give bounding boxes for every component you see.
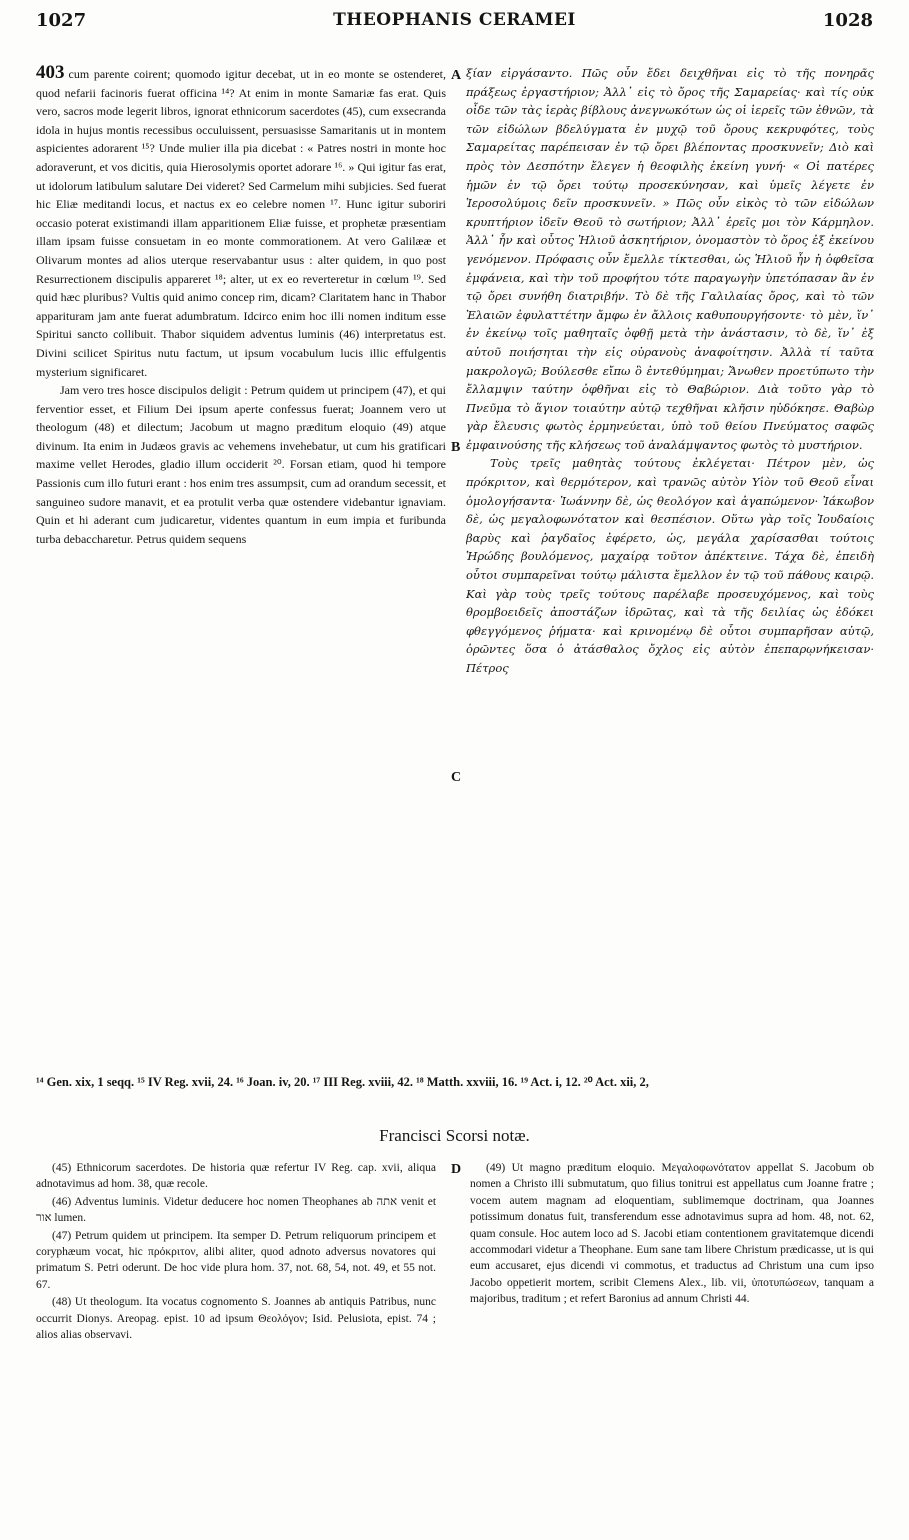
margin-marker-d: D	[451, 1162, 462, 1177]
latin-paragraph-1: cum parente coirent; quomodo igitur decebat, ut in eo monte se ostenderet, quod nefarii facinoris fuerat officina ¹⁴? At enim in monte Samariæ fas erat. Quis vero, sacros mode legerit libros, ignorat ethnicorum sacerdotes (45), cum exsecranda idola in hujus montis recessibus occuluissent, persuasisse Samaritanis ut in montem aspicientes adorarent ¹⁵? Unde mulier illa pia dicebat : « Patres nostri in monte hoc adoraverunt, et vos dicitis, quia Hierosolymis oportet adorare ¹⁶. » Qui igitur fas erat, ut idolorum latibulum salutare Dei videret? Sed Carmelum mihi subjicies. Sed fuerat hic Eliæ meditandi locus, et nactus ex eo celebre nomen ¹⁷. Hunc igitur suboriri occasio poterat existimandi illam apparitionem Eliæ fuisse, et prophetæ præsentiam illam ipsam fuisse consuetam in eo monte commorationem. At vero Galilææ et Olivarum montes ad alios uterque reservabantur usus : alter quidem, in quo post Resurrectionem discipulis appareret ¹⁸; alter, ut ex eo reverteretur in cœlum ¹⁹. Sed quid hæc pluribus? Vultis quid animo concep rim, dicam? Claritatem hanc in Thabor apparituram jam ante fuerat adumbratum. Idcirco enim hoc illi nomen inditum esse Spiritui sancto collibuit. Thabor siquidem adventus luminis (46) interpretatus est. Divini scilicet Spiritus nutu factum, ut ipsum vocabulum lucis illic effulgentis mysterium significaret.	[36, 67, 446, 379]
notes-title: Francisci Scorsi notæ.	[379, 1126, 530, 1145]
margin-marker-a: A	[451, 68, 462, 83]
column-number: 403	[36, 64, 65, 83]
greek-column	[466, 64, 874, 678]
greek-paragraph-1: ξίαν εἰργάσαντο. Πῶς οὖν ἔδει δειχθῆναι εἰς τὸ τῆς πονηρᾶς πράξεως ἐργαστήριον; Ἀλλ᾿ εἰς τὸ ὄρος τῆς Σαμαρείας· καὶ τίς οὐκ οἶδε τῶν τὰς ἱερὰς βίβλους ἀνεγνωκότων ὡς οἱ ἱερεῖς τῶν ἐθνῶν, τὰ τῶν εἰδώλων βδελύγματα ἐν μυχῷ τοῦ ὄρους κεκρυφότες, τοὺς Σαμαρείτας παρέπεισαν ἐν τῷ ὄρει βλέποντας προσκυνεῖν; Διὸ καὶ πρὸς τὸν Δεσπότην ἔλεγεν ἡ θεοφιλὴς ἐκείνη γυνή· « Οἱ πατέρες ἡμῶν ἐν τῷ ὄρει τούτῳ προσεκύνησαν, καὶ ὑμεῖς λέγετε ἐν Ἱεροσολύμοις δεῖν προσκυνεῖν. » Πῶς οὖν εἰκὸς τὸ τῶν εἰδώλων κρυπτήριον ἰδεῖν Θεοῦ τὸ σωτήριον; Ἀλλ᾿ ἐρεῖς μοι τὸν Κάρμηλον. Ἀλλ᾿ ἦν καὶ οὗτος Ἡλιοῦ ἀσκητήριον, ὀνομαστὸν τὸ ὄρος ἐξ ἐκείνου γενόμενον. Πρόφασις οὖν ἔμελλε τίκτεσθαι, ὡς Ἡλιοῦ ἦν ἡ ὀφθεῖσα ἐμφάνεια, καὶ τὴν τοῦ προφήτου τότε παραγωγὴν ὑπετόπασαν ἂν ἐν τῷ ὄρει συνήθη διατριβήν. Τὸ δὲ τῆς Γαλιλαίας ὄρος, καὶ τὸ τῶν Ἐλαιῶν ἐφυλαττέτην ἄμφω ἐν ἄλλοις καθυπουργήσοντε· τὸ μὲν, ἵν᾿ ἐν ἐκείνῳ τοῖς μαθηταῖς ὀφθῇ μετὰ τὴν ἀνάστασιν, τὸ δὲ, ἵν᾿ ἐξ αὐτοῦ ποιήσηται τὴν εἰς οὐρανοὺς ἀναφοίτησιν. Ἀλλὰ τί ταῦτα μακρολογῶ; Βούλεσθε εἴπω ὃ ἐντεθύμημαι; Ἄνωθεν προετύπωτο τὴν ἔλλαμψιν ταύτην ὀφθῆναι εἰς τὸ Θαβώριον. Διὰ τοῦτο γὰρ τὸ Πνεῦμα τὸ ἅγιον τοιαύτην αὐτῷ τεχθῆναι κλῆσιν ηὐδόκησε. Θαβὼρ γὰρ ἔλευσις φωτὸς ἑρμηνεύεται, ὑπὸ τοῦ θείου Πνεύματος σαφῶς ἐμφαινούσης τῆς κλήσεως τοῦ ἀναλάμψαντος φωτὸς τὸ μυστήριον.	[466, 66, 874, 452]
note-45: (45) Ethnicorum sacerdotes. De historia quæ refertur IV Reg. cap. xvii, aliqua adnotavimus ad hom. 38, quæ recole.	[36, 1162, 436, 1191]
latin-paragraph-2: Jam vero tres hosce discipulos deligit : Petrum quidem ut principem (47), et qui ferventior esset, et Filium Dei ipsum aperte confessus fuerat; Joannem vero ut theologum (48) et dilectum; Jacobum ut magno præditum eloquio (49) atque divinum. Ita enim in Judæos gravis ac vehemens invehebatur, ut cum his gratificari maxime vellet Herodes, gladio illum occiderit ²⁰. Forsan etiam, quod hi tempore Passionis cum illo futuri erant : hos enim tres assumpsit, cum ad orandum secessit, et sanguineo sudore manavit, et ea protulit verba quæ ostendere videbantur ignaviam. Quin et hi aderant cum judicaretur, videntes quantum in eum impia et furibunda turba debaccharetur. Petrus quidem sequens	[36, 383, 446, 546]
running-title: THEOPHANIS CERAMEI	[333, 10, 576, 30]
page-header	[36, 10, 873, 50]
margin-marker-c: C	[451, 770, 462, 785]
notes-left-column	[36, 1160, 436, 1344]
note-48: (48) Ut theologum. Ita vocatus cognomento S. Joannes ab antiquis Patribus, nunc occurrit Dionys. Areopag. epist. 10 ad ipsum Θεολόγον; Isid. Pelusiota, epist. 74 ; alios alias observavi.	[36, 1296, 436, 1342]
notes-right-column	[470, 1160, 874, 1309]
footnote-references: ¹⁴ Gen. xix, 1 seqq. ¹⁵ IV Reg. xvii, 24. ¹⁶ Joan. iv, 20. ¹⁷ III Reg. xviii, 42. ¹⁸ Matth. xxviii, 16. ¹⁹ Act. i, 12. ²⁰ Act. xii, 2,	[36, 1075, 649, 1089]
note-46: (46) Adventus luminis. Videtur deducere hoc nomen Theophanes ab אתה venit et אור lumen.	[36, 1195, 436, 1225]
margin-marker-b: B	[451, 440, 461, 455]
page-number-left: 1027	[36, 10, 87, 31]
page-number-right: 1028	[822, 10, 873, 31]
greek-paragraph-2: Τοὺς τρεῖς μαθητὰς τούτους ἐκλέγεται· Πέτρον μὲν, ὡς πρόκριτον, καὶ θερμότερον, καὶ τρανῶς αὐτὸν Υἱὸν τοῦ Θεοῦ εἶναι ὁμολογήσαντα· Ἰωάννην δὲ, ὡς θεολόγον καὶ ἀγαπώμενον· Ἰάκωβον δὲ, ὡς μεγαλοφωνότατον καὶ θεσπέσιον. Οὕτω γὰρ τοῖς Ἰουδαίοις βαρὺς καὶ ῥαγδαῖος ἐφέρετο, ὡς, μεγάλα χαρίσασθαι τούτοις Ἡρώδης βουλόμενος, μαχαίρᾳ τοῦτον ἀπέκτεινε. Τάχα δὲ, ἐπειδὴ οὗτοι συμπαρεῖναι τούτῳ μάλιστα ἔμελλον ἐν τῷ τοῦ πάθους καιρῷ. Καὶ γὰρ τοὺς τρεῖς τούτους παρέλαβε προσευχόμενος, καὶ τοὺς θρομβοειδεῖς ἀποστάζων ἱδρῶτας, καὶ τὰ τῆς δειλίας ὡς ἐδόκει φθεγγόμενος ῥήματα· καὶ κρινομένῳ δὲ οὗτοι συμπαρῆσαν αὐτῷ, ὁρῶντες ὅσα ὁ ἀτάσθαλος ὄχλος εἰς αὐτὸν ἐπεπαρῳνήκεισαν· Πέτρος	[466, 456, 874, 675]
note-49: (49) Ut magno præditum eloquio. Μεγαλοφωνότατον appellat S. Jacobum ob nomen a Christo illi submutatum, quo filius tonitrui est appellatus cum Joanne fratre ; vocem autem magnam ad eloquentiam, sublimemque doctrinam, qua Joannes potissimum donatus fuit, transferendum esse adnotavimus supra ad hom. 48, not. 62, quam consule. Hoc autem loco ad S. Jacobi etiam contentionem gravitatemque dicendi accommodari videtur a Theophane. Eum sane tam libere Christum prædicasse, ut is qui eum accusaret, ejus dicendi vi commotus, et traductus ad Christum una cum ipso Jacobo oppetierit mortem, scribit Clemens Alex., lib. vii, ὑποτυπώσεων, tanquam a majoribus, traditum ; et refert Baronius ad annum Christi 44.	[470, 1162, 874, 1306]
latin-column	[36, 64, 446, 548]
note-47: (47) Petrum quidem ut principem. Ita semper D. Petrum reliquorum principem et coryphæum vocat, hic πρόκριτον, alibi aliter, quod adnoto adversus novatores qui primatum S. Petri oderunt. De hoc vide plura hom. 37, not. 68, 54, not. 49, et 55 not. 67.	[36, 1229, 436, 1291]
